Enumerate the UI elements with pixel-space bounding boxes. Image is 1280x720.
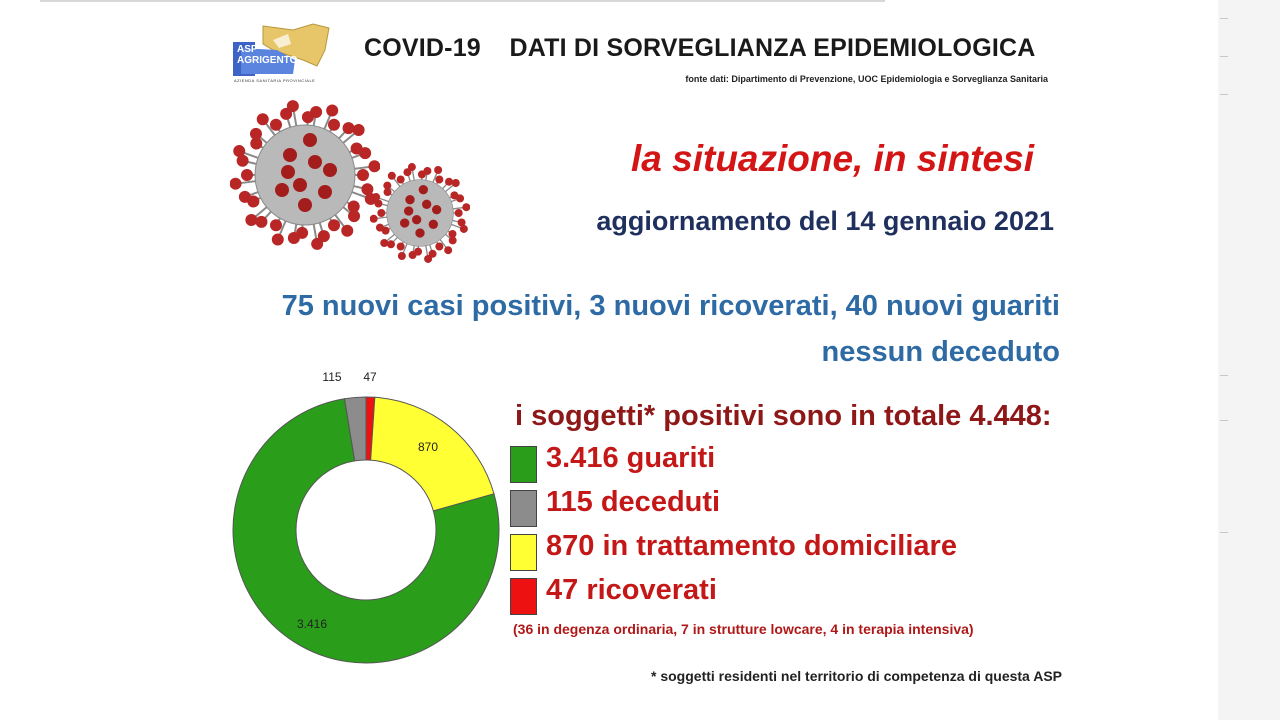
daily-news-line-1: 75 nuovi casi positivi, 3 nuovi ricoverati, 40 nuovi guariti	[281, 290, 1060, 322]
donut-data-label: 115	[322, 370, 342, 384]
legend-label: 870 in trattamento domiciliare	[546, 530, 957, 562]
donut-data-label: 47	[363, 370, 377, 384]
legend-label: 115 deceduti	[546, 486, 721, 518]
hospitalization-detail: (36 in degenza ordinaria, 7 in strutture lowcare, 4 in terapia intensiva)	[513, 621, 974, 637]
legend-label: 3.416 guariti	[546, 442, 716, 474]
footnote: * soggetti residenti nel territorio di competenza di questa ASP	[651, 668, 1062, 684]
update-date: aggiornamento del 14 gennaio 2021	[596, 206, 1054, 236]
data-source: fonte dati: Dipartimento di Prevenzione, UOC Epidemiologia e Sorveglianza Sanitaria	[685, 74, 1048, 84]
donut-data-label: 870	[417, 440, 439, 454]
donut-data-label: 3.416	[296, 617, 328, 631]
legend-label: 47 ricoverati	[546, 574, 717, 606]
total-positive-heading: i soggetti* positivi sono in totale 4.448:	[515, 400, 1052, 432]
logo-subtitle: AZIENDA SANITARIA PROVINCIALE	[234, 78, 316, 83]
page-title: COVID-19 DATI DI SORVEGLIANZA EPIDEMIOLOGICA	[364, 34, 1036, 62]
daily-news-line-2: nessun deceduto	[821, 336, 1060, 368]
donut-slice-870	[371, 397, 494, 511]
logo-label: ASP AGRIGENTO	[237, 44, 298, 66]
summary-subtitle: la situazione, in sintesi	[631, 138, 1034, 179]
